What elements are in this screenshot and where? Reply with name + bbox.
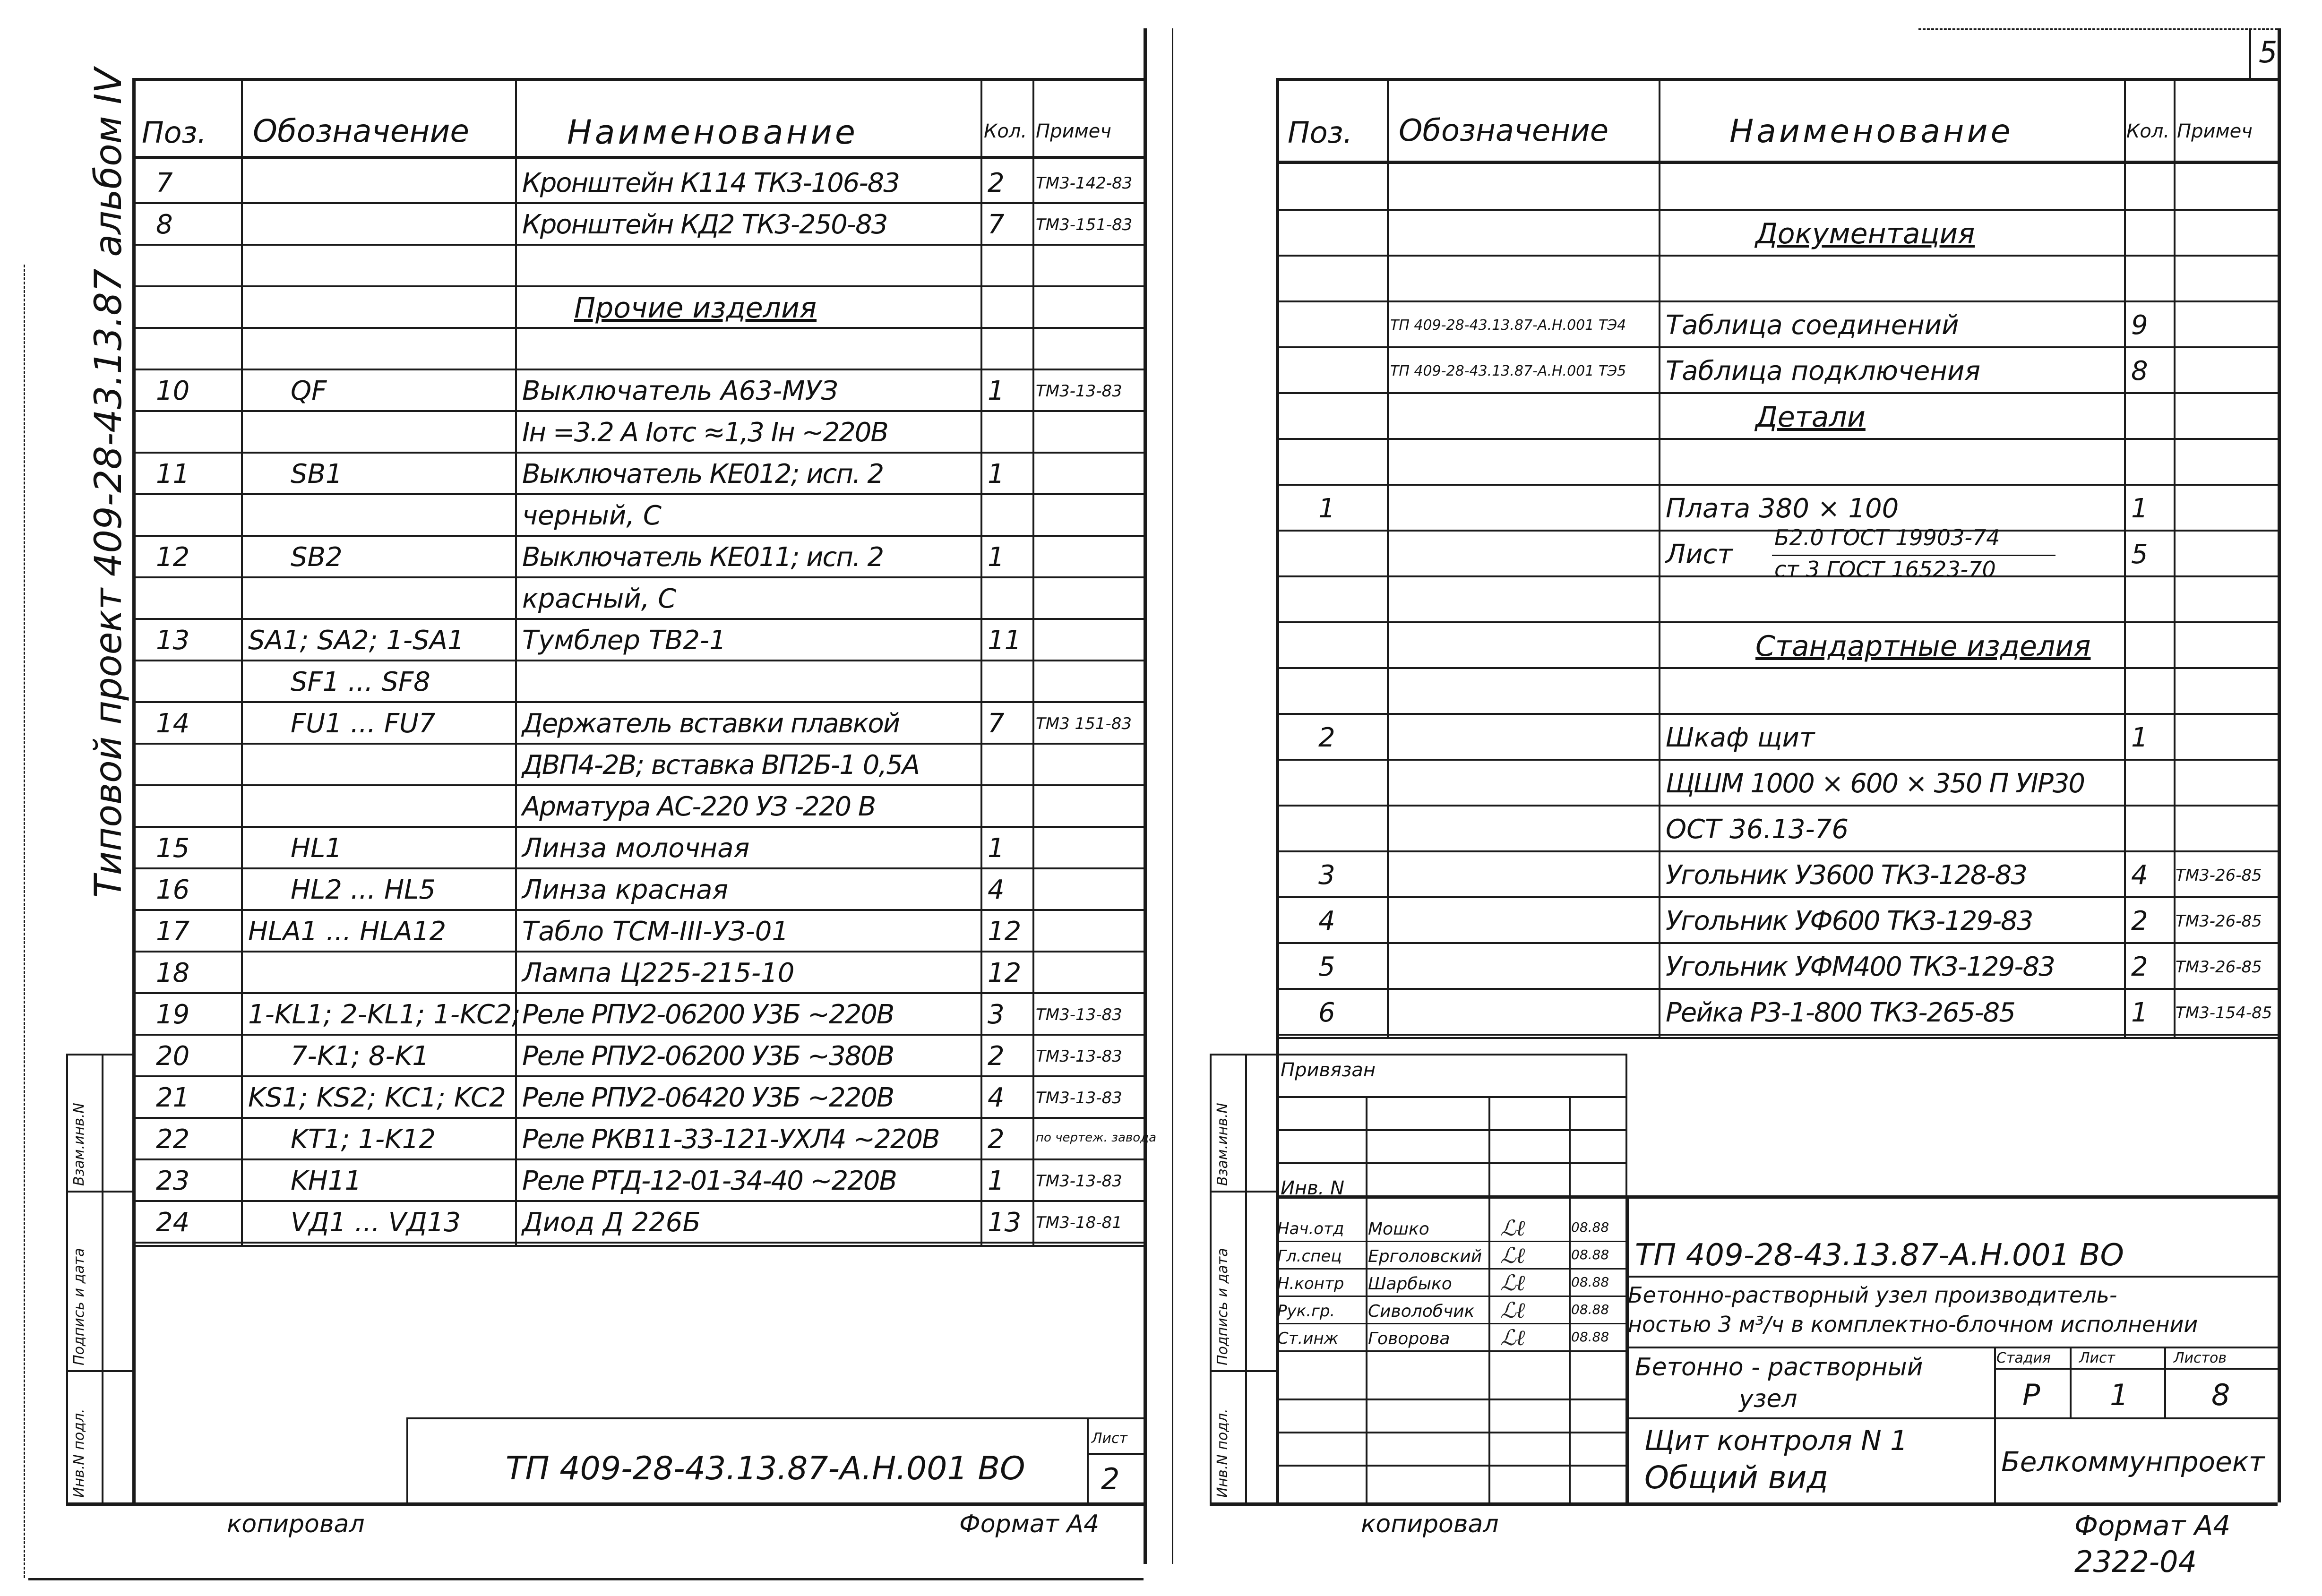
name-cell: Линза молочная: [522, 833, 750, 864]
designation-cell: HLA1 ... HLA12: [248, 916, 447, 947]
note-cell: ТМ3-154-85: [2176, 1003, 2272, 1022]
row-rule: [1276, 805, 2278, 807]
name-cell: Таблица соединений: [1666, 309, 1959, 341]
row-rule: [132, 618, 1144, 620]
quantity-cell: 4: [988, 1082, 1005, 1113]
position-cell: 6: [1318, 997, 1335, 1028]
signature-rule: [1276, 1268, 1625, 1270]
quantity-cell: 4: [988, 875, 1005, 905]
row-rule: [1276, 942, 2278, 944]
position-cell: 19: [156, 999, 190, 1030]
album-label: Типовой проект 409-28-43.13.87 альбом IV: [87, 68, 130, 898]
quantity-cell: 7: [988, 708, 1005, 739]
position-cell: 22: [156, 1124, 190, 1155]
row-rule: [132, 1075, 1144, 1077]
quantity-cell: 2: [2131, 905, 2148, 936]
name-cell: ЩШМ 1000 × 600 × 350 П УIР30: [1666, 768, 2084, 799]
header-qty-right: Кол.: [2126, 120, 2170, 142]
position-cell: 18: [156, 958, 190, 988]
signature-mark-icon: ℒℓ: [1500, 1215, 1525, 1241]
row-rule: [132, 1200, 1144, 1202]
row-rule: [132, 576, 1144, 578]
date-cell: 08.88: [1571, 1329, 1609, 1345]
name-cell: Iн =3.2 А Iотс ≈1,3 Iн ~220В: [522, 417, 888, 448]
date-cell: 08.88: [1571, 1219, 1609, 1235]
note-cell: ТМ3-151-83: [1036, 215, 1133, 234]
position-cell: 2: [1318, 722, 1335, 753]
signature-mark-icon: ℒℓ: [1500, 1325, 1525, 1350]
name-cell: Шкаф щит: [1666, 722, 1815, 753]
stage-value: Р: [2022, 1378, 2040, 1412]
signature-rule: [1276, 1296, 1625, 1297]
name-cell: Рейка Р3-1-800 ТК3-265-85: [1666, 997, 2015, 1028]
note-cell: ТМ3-26-85: [2176, 957, 2262, 977]
row-rule: [132, 369, 1144, 370]
stage-label: Стадия: [1996, 1350, 2051, 1366]
copied-label-right: копировал: [1361, 1510, 1499, 1538]
fraction-denominator: ст 3 ГОСТ 16523-70: [1774, 556, 1996, 582]
quantity-cell: 1: [2131, 722, 2148, 753]
row-rule: [1276, 392, 2278, 394]
object-name-2: узел: [1739, 1385, 1797, 1413]
position-cell: 20: [156, 1041, 190, 1072]
name-cell: Реле РТД-12-01-34-40 ~220В: [522, 1166, 896, 1196]
position-cell: 21: [156, 1082, 190, 1113]
quantity-cell: 7: [988, 209, 1005, 240]
stamp-label-signature: Подпись и дата: [71, 1248, 87, 1365]
quantity-cell: 9: [2131, 309, 2148, 341]
row-rule: [1276, 300, 2278, 302]
quantity-cell: 1: [988, 542, 1005, 573]
row-rule: [1276, 438, 2278, 440]
fold-line: [1172, 28, 1173, 1564]
header-name: Наименование: [567, 113, 858, 152]
name-cell: Кронштейн КД2 ТК3-250-83: [522, 209, 887, 240]
position-cell: 3: [1318, 859, 1335, 891]
designation-cell: SB2: [291, 542, 343, 573]
quantity-cell: 1: [2131, 997, 2148, 1028]
row-rule: [132, 410, 1144, 412]
format-label-right: Формат А4: [2074, 1510, 2231, 1542]
signature-rule: [1276, 1323, 1625, 1324]
quantity-cell: 1: [2131, 493, 2148, 524]
header-qty: Кол.: [984, 120, 1027, 142]
note-cell: ТМ3-13-83: [1036, 1005, 1122, 1024]
row-rule: [132, 1158, 1144, 1160]
designation-cell: 1-KL1; 2-KL1; 1-KC2;: [248, 999, 521, 1030]
row-rule: [132, 660, 1144, 661]
designation-cell: ТП 409-28-43.13.87-А.Н.001 ТЭ5: [1390, 362, 1626, 379]
quantity-cell: 12: [988, 958, 1022, 988]
note-cell: по чертеж. завода: [1036, 1131, 1157, 1145]
row-rule: [1276, 988, 2278, 990]
name-cell: Лампа Ц225-215-10: [522, 958, 795, 988]
project-desc-1: Бетонно-растворный узел производитель-: [1628, 1282, 2117, 1308]
signature-mark-icon: ℒℓ: [1500, 1243, 1525, 1268]
header-note-right: Примеч: [2177, 120, 2253, 142]
name-cell: Прочие изделия: [574, 292, 817, 325]
row-rule: [1276, 759, 2278, 761]
name-cell: Реле РПУ2-06200 У3Б ~220В: [522, 999, 894, 1030]
role-cell: Гл.спец: [1277, 1247, 1342, 1266]
note-cell: ТМ3-13-83: [1036, 1089, 1122, 1107]
quantity-cell: 2: [2131, 951, 2148, 982]
row-rule: [1276, 484, 2278, 486]
fraction-bar: [1772, 555, 2055, 556]
sheet-label-right: Лист: [2079, 1350, 2116, 1366]
row-rule: [1276, 667, 2278, 669]
name-cell: Плата 380 × 100: [1666, 493, 1899, 524]
name-cell: ДВП4-2В; вставка ВП2Б-1 0,5А: [522, 750, 920, 781]
name-cell: Тумблер ТВ2-1: [522, 625, 726, 656]
name-cell: Реле РПУ2-06420 У3Б ~220В: [522, 1082, 894, 1113]
header-pos: Поз.: [142, 115, 207, 150]
position-cell: 23: [156, 1166, 190, 1196]
designation-cell: 7-K1; 8-K1: [291, 1041, 430, 1072]
position-cell: 13: [156, 625, 190, 656]
date-cell: 08.88: [1571, 1302, 1609, 1317]
sheet-title-2: Общий вид: [1644, 1459, 1829, 1496]
row-rule: [132, 452, 1144, 454]
sheet-value: 1: [2110, 1378, 2129, 1412]
name-cell: Шарбыко: [1368, 1274, 1452, 1294]
quantity-cell: 13: [988, 1207, 1022, 1238]
sheet-title-1: Щит контроля N 1: [1644, 1424, 1908, 1457]
row-rule: [1276, 621, 2278, 623]
position-cell: 16: [156, 875, 190, 905]
note-cell: ТМ3-13-83: [1036, 1172, 1122, 1191]
row-rule: [132, 327, 1144, 329]
designation-cell: HL2 ... HL5: [291, 875, 436, 905]
name-cell: Кронштейн К114 ТК3-106-83: [522, 168, 899, 198]
name-cell: Таблица подключения: [1666, 355, 1981, 386]
designation-cell: ТП 409-28-43.13.87-А.Н.001 ТЭ4: [1390, 317, 1626, 334]
sheets-label: Листов: [2174, 1350, 2227, 1366]
page-number: 5: [2259, 35, 2278, 69]
object-name-1: Бетонно - растворный: [1635, 1353, 1923, 1381]
stamp-label-signature-right: Подпись и дата: [1214, 1248, 1231, 1365]
name-cell: Выключатель КЕ012; исп. 2: [522, 459, 884, 489]
quantity-cell: 1: [988, 1166, 1005, 1196]
sheets-value: 8: [2211, 1378, 2230, 1412]
row-rule: [132, 743, 1144, 745]
position-cell: 7: [156, 168, 173, 198]
stamp-label-exchange: Взам.инв.N: [71, 1103, 87, 1186]
doc-code: ТП 409-28-43.13.87-А.Н.001 ВО: [506, 1450, 1025, 1487]
position-cell: 10: [156, 376, 190, 406]
header-pos-right: Поз.: [1288, 115, 1353, 150]
name-cell: Выключатель А63-МУЗ: [522, 376, 838, 406]
signature-mark-icon: ℒℓ: [1500, 1297, 1525, 1323]
project-desc-2: ностью 3 м³/ч в комплектно-блочном исполнении: [1628, 1312, 2198, 1337]
row-rule: [1276, 346, 2278, 348]
name-cell: Угольник УФ600 ТК3-129-83: [1666, 905, 2033, 936]
name-cell: Лист: [1666, 539, 1733, 570]
fraction-numerator: Б2.0 ГОСТ 19903-74: [1774, 525, 2000, 550]
row-rule: [132, 1117, 1144, 1119]
quantity-cell: 12: [988, 916, 1022, 947]
position-cell: 8: [156, 209, 173, 240]
row-rule: [132, 909, 1144, 911]
organization: Белкоммунпроект: [2001, 1446, 2265, 1478]
quantity-cell: 2: [988, 168, 1005, 198]
quantity-cell: 1: [988, 376, 1005, 406]
role-cell: Рук.гр.: [1277, 1302, 1335, 1321]
tied-label: Привязан: [1281, 1059, 1376, 1081]
name-cell: Арматура АС-220 УЗ -220 В: [522, 791, 876, 822]
note-cell: ТМ3-13-83: [1036, 1047, 1122, 1066]
sheet-label: Лист: [1092, 1430, 1128, 1447]
name-cell: Угольник У3600 ТК3-128-83: [1666, 859, 2027, 891]
header-note: Примеч: [1036, 120, 1111, 142]
name-cell: Линза красная: [522, 875, 729, 905]
signature-mark-icon: ℒℓ: [1500, 1270, 1525, 1296]
note-cell: ТМ3-26-85: [2176, 866, 2262, 885]
header-name-right: Наименование: [1729, 113, 2013, 150]
position-cell: 15: [156, 833, 190, 864]
row-rule: [132, 1242, 1144, 1244]
position-cell: 5: [1318, 951, 1335, 982]
row-rule: [1276, 713, 2278, 715]
name-cell: Сиволобчик: [1368, 1302, 1475, 1321]
note-cell: ТМ3-26-85: [2176, 911, 2262, 931]
row-rule: [1276, 209, 2278, 211]
designation-cell: VД1 ... VД13: [291, 1207, 461, 1238]
row-rule: [132, 285, 1144, 287]
name-cell: ОСТ 36.13-76: [1666, 814, 1849, 845]
name-cell: Мошко: [1368, 1219, 1429, 1239]
name-cell: черный, С: [522, 500, 662, 531]
quantity-cell: 1: [988, 459, 1005, 489]
row-rule: [1276, 255, 2278, 257]
role-cell: Ст.инж: [1277, 1329, 1339, 1348]
note-cell: ТМ3-142-83: [1036, 174, 1133, 193]
signature-rule: [1276, 1241, 1625, 1242]
stamp-label-exchange-right: Взам.инв.N: [1214, 1103, 1231, 1186]
row-rule: [1276, 1034, 2278, 1036]
row-rule: [132, 493, 1144, 495]
copied-label: копировал: [227, 1510, 365, 1538]
designation-cell: KH11: [291, 1166, 362, 1196]
name-cell: Выключатель КЕ011; исп. 2: [522, 542, 884, 573]
note-cell: ТМ3-13-83: [1036, 382, 1122, 401]
name-cell: Говорова: [1368, 1329, 1450, 1348]
header-designation: Обозначение: [253, 113, 469, 149]
quantity-cell: 2: [988, 1124, 1005, 1155]
order-number: 2322-04: [2074, 1545, 2197, 1579]
name-cell: Реле РПУ2-06200 У3Б ~380В: [522, 1041, 894, 1072]
name-cell: Диод Д 226Б: [522, 1207, 701, 1238]
row-rule: [1276, 896, 2278, 898]
note-cell: ТМ3 151-83: [1036, 714, 1132, 733]
quantity-cell: 11: [988, 625, 1022, 656]
stamp-label-inventory-right: Инв.N подл.: [1214, 1408, 1231, 1498]
row-rule: [132, 701, 1144, 703]
quantity-cell: 1: [988, 833, 1005, 864]
name-cell: красный, С: [522, 583, 677, 614]
name-cell: Реле РКВ11-33-121-УХЛ4 ~220В: [522, 1124, 939, 1155]
designation-cell: FU1 ... FU7: [291, 708, 436, 739]
name-cell: Детали: [1755, 400, 1866, 434]
position-cell: 4: [1318, 905, 1335, 936]
row-rule: [132, 535, 1144, 537]
name-cell: Документация: [1755, 217, 1975, 250]
quantity-cell: 8: [2131, 355, 2148, 386]
row-rule: [132, 951, 1144, 952]
row-rule: [132, 244, 1144, 246]
designation-cell: QF: [291, 376, 327, 406]
quantity-cell: 3: [988, 999, 1005, 1030]
position-cell: 12: [156, 542, 190, 573]
role-cell: Н.контр: [1277, 1274, 1344, 1293]
designation-cell: KT1; 1-K12: [291, 1124, 436, 1155]
inventory-label: Инв. N: [1281, 1177, 1344, 1199]
designation-cell: SA1; SA2; 1-SA1: [248, 625, 464, 656]
position-cell: 11: [156, 459, 190, 489]
name-cell: Табло ТСМ-III-УЗ-01: [522, 916, 789, 947]
header-designation-right: Обозначение: [1399, 113, 1609, 148]
row-rule: [132, 202, 1144, 204]
name-cell: Стандартные изделия: [1755, 629, 2091, 663]
row-rule: [132, 826, 1144, 828]
date-cell: 08.88: [1571, 1247, 1609, 1262]
signature-rule: [1276, 1350, 1625, 1352]
title-code: ТП 409-28-43.13.87-А.Н.001 ВО: [1635, 1238, 2124, 1273]
stamp-label-inventory: Инв.N подл.: [71, 1408, 87, 1498]
designation-cell: HL1: [291, 833, 342, 864]
position-cell: 24: [156, 1207, 190, 1238]
sheet-number: 2: [1101, 1462, 1120, 1496]
row-rule: [132, 1034, 1144, 1036]
row-rule: [132, 867, 1144, 869]
date-cell: 08.88: [1571, 1274, 1609, 1290]
row-rule: [1276, 850, 2278, 852]
note-cell: ТМ3-18-81: [1036, 1213, 1122, 1232]
position-cell: 1: [1318, 493, 1335, 524]
role-cell: Нач.отд: [1277, 1219, 1344, 1238]
row-rule: [132, 992, 1144, 994]
name-cell: Ерголовский: [1368, 1247, 1482, 1266]
quantity-cell: 2: [988, 1041, 1005, 1072]
quantity-cell: 5: [2131, 539, 2148, 570]
position-cell: 17: [156, 916, 190, 947]
name-cell: Угольник УФМ400 ТК3-129-83: [1666, 951, 2055, 982]
name-cell: Держатель вставки плавкой: [522, 708, 900, 739]
position-cell: 14: [156, 708, 190, 739]
format-label: Формат А4: [959, 1510, 1100, 1538]
row-rule: [132, 784, 1144, 786]
designation-cell: SF1 ... SF8: [291, 667, 430, 697]
quantity-cell: 4: [2131, 859, 2148, 891]
designation-cell: SB1: [291, 459, 343, 489]
designation-cell: KS1; KS2; KC1; KC2: [248, 1082, 506, 1113]
